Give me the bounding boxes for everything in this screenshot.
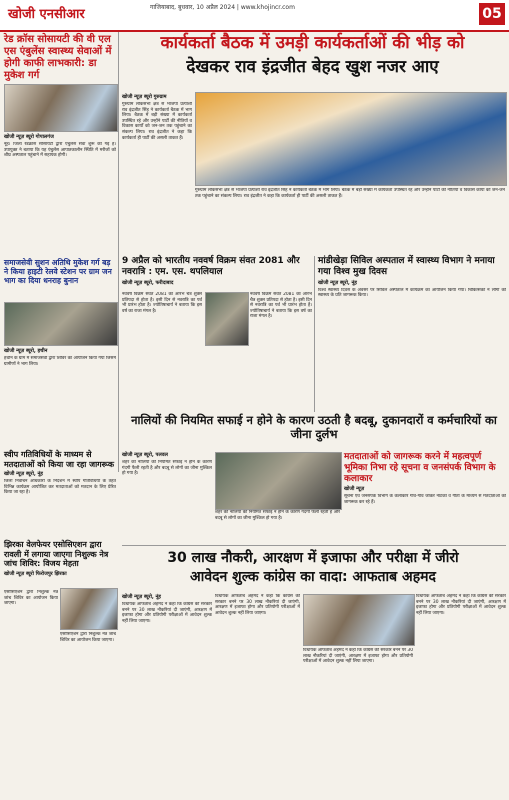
left-bottom-body-continued: एसोसिएशन द्वारा निशुल्क नेत्र जांच शिविर का आयोजन किया जाएगा। <box>60 632 116 643</box>
mid-left-body-continued: नववर्ष विक्रम संवत 2081 का आरंभ चैत्र शुक्ल प्रतिपदा से होता है। इसी दिन से नवरात्रि का पर्व भी प्रारंभ होता है। ज्योतिषाचार्य ने बताया कि इस वर्ष का राजा मंगल है। <box>250 292 312 320</box>
lead-photo <box>195 92 507 186</box>
drain-headline: नालियों की नियमित सफाई न होने के कारण उठती है बदबू, दुकानदारों व कर्मचारियों का जीना दुर्लभ <box>131 413 497 441</box>
masthead-title: खोजी एनसीआर <box>8 7 85 22</box>
drain-photo <box>215 452 342 510</box>
lead-body-continued: गुरुग्राम लोकसभा क्षेत्र से भाजपा प्रत्याशी राव इंद्रजीत सिंह ने कार्यकर्ता बैठक में भाग लिया। बैठक में बड़ी संख्या में कार्यकर्ता उपस्थित रहे और उन्होंने पार्टी की नीतियों व विकास कार्यों को जन-जन तक पहुंचाने का संकल्प लिया। राव इंद्रजीत ने कहा कि कार्यकर्ता ही पार्टी की असली ताकत हैं। <box>195 188 505 199</box>
mid-right-body: विश्व स्वास्थ्य दिवस के अवसर पर सिविल अस्पताल में कार्यक्रम का आयोजन किया गया। चिकित्सकों ने लोगों को स्वास्थ्य के प्रति जागरूक किया। <box>318 287 506 299</box>
lead-article <box>122 92 192 252</box>
bottom-article <box>122 592 212 792</box>
mid-right-headline: मांडीखेड़ा सिविल अस्पताल में स्वास्थ्य विभाग ने मनाया गया विश्व मुख दिवस <box>318 256 495 277</box>
bottom-body-col2: विधायक आफताब अहमद ने कहा कि कांग्रेस की सरकार बनने पर 30 लाख नौकरियां दी जाएंगी, आरक्षण में इजाफा होगा और प्रतियोगी परीक्षाओं में आवेदन शुल्क नहीं लिया जाएगा। <box>215 594 300 616</box>
left-mid-photo <box>4 302 118 346</box>
left-top-headline: रेड क्रॉस सोसायटी की वी एल एस एंबुलेंस स्वास्थ्य सेवाओं में होगी काफी लाभकारी: डा मुकेश गर्ग <box>4 34 112 81</box>
left-mid-body: हथीन के ग्राम में समाजसेवी द्वारा शिविर का आयोजन किया गया जिसमें ग्रामीणों ने भाग लिया। <box>4 356 116 367</box>
section-divider <box>122 545 506 546</box>
voters-byline: खोजी न्यूज़ <box>344 486 365 493</box>
voters-body: सूचना एवं जनसंपर्क विभाग के कलाकार गांव-गांव जाकर नाटकों व गीतों के माध्यम से मतदाताओं को जागरूक कर रहे हैं। <box>344 494 506 505</box>
masthead-info: गाजियाबाद, बुधवार, 10 अप्रैल 2024 | www.khojincr.com <box>150 4 295 11</box>
left-bottom-body: एसोसिएशन द्वारा निशुल्क नेत्र जांच शिविर का आयोजन किया जाएगा। <box>4 590 58 607</box>
left-mid-article <box>4 258 116 285</box>
bottom-body-col3: विधायक आफताब अहमद ने कहा कि कांग्रेस की सरकार बनने पर 30 लाख नौकरियां दी जाएंगी, आरक्षण में इजाफा होगा और प्रतियोगी परीक्षाओं में आवेदन शुल्क नहीं लिया जाएगा। <box>303 648 413 665</box>
left-sweep-byline: खोजी न्यूज़ ब्यूरो, नूंह <box>4 471 43 478</box>
drain-body: शहर की नालियों की नियमित सफाई न होने के कारण गंदगी फैली रहती है और बदबू से लोगों का जीना मुश्किल हो गया है। <box>122 460 212 477</box>
column-divider <box>118 32 119 472</box>
ambulance-photo <box>4 84 118 132</box>
left-sweep-article <box>4 450 116 549</box>
drain-byline: खोजी न्यूज़ ब्यूरो, पलवल <box>122 452 168 458</box>
lead-byline: खोजी न्यूज़ ब्यूरो गुरुग्राम <box>122 94 167 100</box>
left-bottom-headline: झिरका वेलफेयर एसोसिएशन द्वारा रावली में लगाया जाएगा निशुल्क नेत्र जांच शिविर: विजय मेहता <box>4 540 109 569</box>
column-divider-2 <box>314 256 315 412</box>
page-number: 05 <box>479 3 505 25</box>
bottom-body-col4: विधायक आफताब अहमद ने कहा कि कांग्रेस की सरकार बनने पर 30 लाख नौकरियां दी जाएंगी, आरक्षण में इजाफा होगा और प्रतियोगी परीक्षाओं में आवेदन शुल्क नहीं लिया जाएगा। <box>416 594 506 616</box>
bottom-photo <box>303 594 415 646</box>
left-bottom-article <box>4 540 116 579</box>
bottom-headline-2: आवेदन शुल्क कांग्रेस का वादा: आफताब अहमद <box>190 569 436 585</box>
left-mid-headline: समाजसेवी सुशन अतिथि मुकेश गर्ग बड़ ने किया हाइटी रेलवे स्टेशन पर ग्राम जन भाग का दिया धनराह बुनान <box>4 258 112 285</box>
mid-left-byline: खोजी न्यूज़ ब्यूरो, फरीदाबाद <box>122 279 174 286</box>
bottom-byline: खोजी न्यूज़ ब्यूरो, नूंह <box>122 594 161 600</box>
left-mid-text <box>4 346 116 446</box>
drain-body-continued: शहर की नालियों की नियमित सफाई न होने के कारण गंदगी फैली रहती है और बदबू से लोगों का जीना मुश्किल हो गया है। <box>215 510 340 521</box>
voters-headline: मतदाताओं को जागरूक करने में महत्वपूर्ण भूमिका निभा रहे सूचना व जनसंपर्क विभाग के कलाकार <box>344 452 496 484</box>
mid-right-article <box>318 256 506 403</box>
left-top-article <box>4 34 116 82</box>
lead-headline-2: देखकर राव इंद्रजीत बेहद खुश नजर आए <box>186 57 439 77</box>
left-sweep-body: जिला निर्वाचन अधिकारी के निर्देशन में स्वीप गतिविधियों के तहत विभिन्न कार्यक्रम आयोजित कर मतदाताओं को मतदान के लिए प्रेरित किया जा रहा है। <box>4 479 116 496</box>
left-bottom-photo <box>60 588 118 630</box>
left-mid-byline: खोजी न्यूज़ ब्यूरो, हथीन <box>4 348 48 354</box>
mid-left-headline: 9 अप्रैल को भारतीय नववर्ष विक्रम संवत 2081 और नवरात्रि : एम. एस. थपलियाल <box>122 256 300 277</box>
left-sweep-headline: स्वीप गतिविधियों के माध्यम से मतदाताओं को किया जा रहा जागरूक <box>4 450 115 469</box>
bottom-body: विधायक आफताब अहमद ने कहा कि कांग्रेस की सरकार बनने पर 30 लाख नौकरियां दी जाएंगी, आरक्षण में इजाफा होगा और प्रतियोगी परीक्षाओं में आवेदन शुल्क नहीं लिया जाएगा। <box>122 602 212 624</box>
mid-left-body: नववर्ष विक्रम संवत 2081 का आरंभ चैत्र शुक्ल प्रतिपदा से होता है। इसी दिन से नवरात्रि का पर्व भी प्रारंभ होता है। ज्योतिषाचार्य ने बताया कि इस वर्ष का राजा मंगल है। <box>122 292 202 314</box>
thapliyal-photo <box>205 292 249 346</box>
bottom-headline-1: 30 लाख नौकरी, आरक्षण में इजाफा और परीक्षा में जीरो <box>167 550 459 566</box>
left-top-text <box>4 132 116 254</box>
mid-left-article <box>122 256 312 288</box>
lead-body: गुरुग्राम लोकसभा क्षेत्र से भाजपा प्रत्याशी राव इंद्रजीत सिंह ने कार्यकर्ता बैठक में भाग लिया। बैठक में बड़ी संख्या में कार्यकर्ता उपस्थित रहे और उन्होंने पार्टी की नीतियों व विकास कार्यों को जन-जन तक पहुंचाने का संकल्प लिया। राव इंद्रजीत ने कहा कि कार्यकर्ता ही पार्टी की असली ताकत हैं। <box>122 102 192 141</box>
left-top-body: नूंह। जिला रेडक्रॉस सोसायटी द्वारा एंबुलेंस सेवा शुरू की गई है। उपायुक्त ने बताया कि यह एंबुलेंस आपातकालीन स्थिति में मरीजों को शीघ्र अस्पताल पहुंचाने में सहायक होगी। <box>4 142 116 159</box>
left-top-byline: खोजी न्यूज़ ब्यूरो गोपालगंज <box>4 134 54 140</box>
mid-right-byline: खोजी न्यूज़ ब्यूरो, नूंह <box>318 279 357 286</box>
left-bottom-byline: खोजी न्यूज़ ब्यूरो फिरोजपुर झिरका <box>4 570 67 577</box>
drain-article <box>122 450 212 540</box>
voters-article <box>344 452 506 539</box>
masthead <box>0 0 509 32</box>
lead-headline-1: कार्यकर्ता बैठक में उमड़ी कार्यकर्ताओं की भीड़ को <box>160 33 465 53</box>
